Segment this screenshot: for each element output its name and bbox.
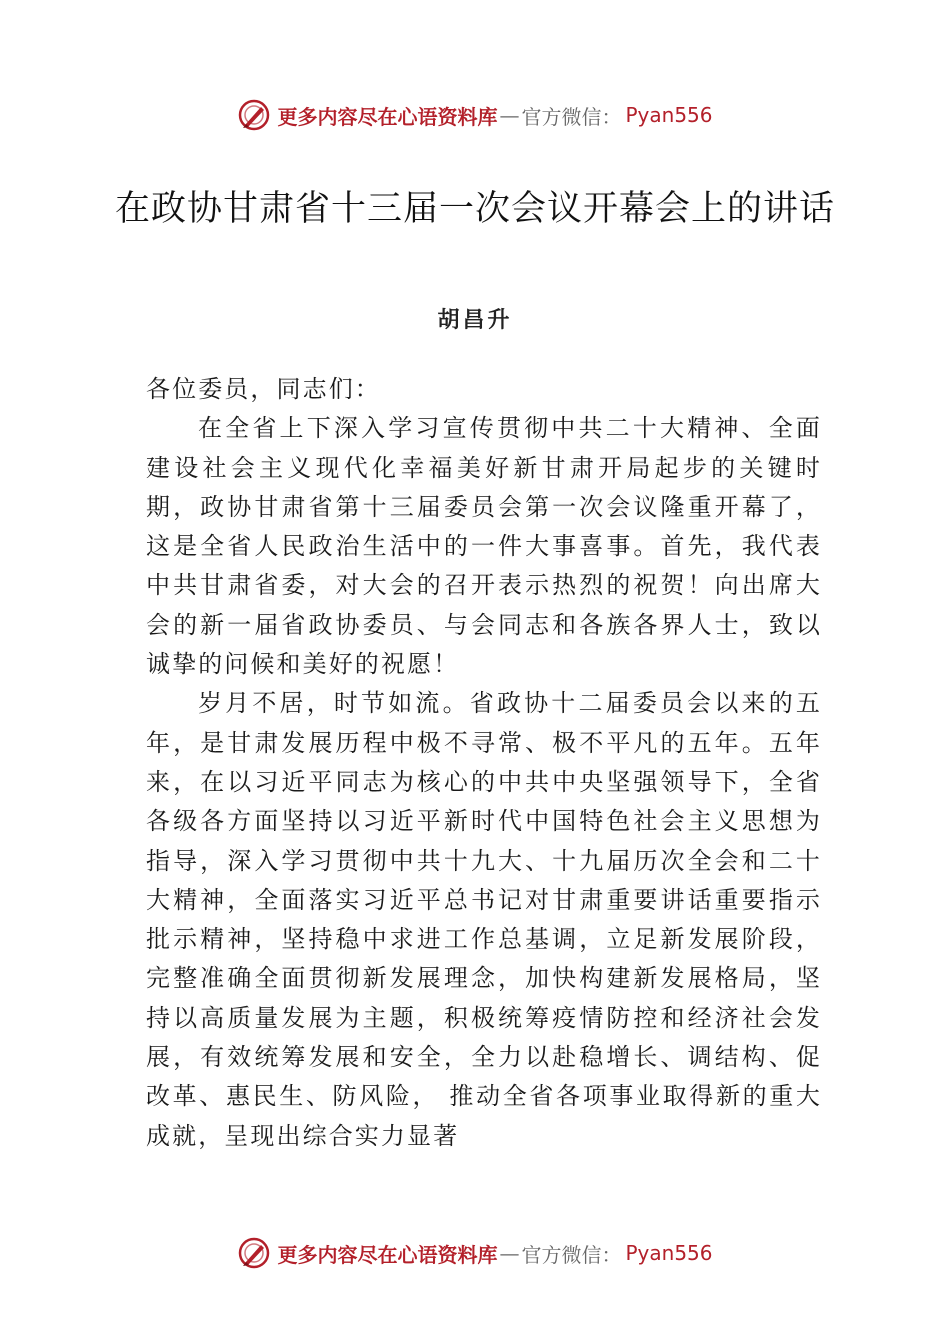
header-watermark xyxy=(0,95,950,135)
watermark-text xyxy=(277,101,712,130)
watermark-dash: — xyxy=(499,1241,520,1265)
pen-seal-logo-icon xyxy=(237,98,271,132)
watermark-slogan: 更多内容尽在心语资料库 xyxy=(277,104,498,129)
watermark-wechat-label: 官方微信： xyxy=(521,104,622,129)
paragraph-1: 在全省上下深入学习宣传贯彻中共二十大精神、全面建设社会主义现代化幸福美好新甘肃开局起步的关键时期，政协甘肃省第十三届委员会第一次会议隆重开幕了，这是全省人民政治生活中的一件大事喜事。首先，我代表中共甘肃省委，对大会的召开表示热烈的祝贺！向出席大会的新一届省政协委员、与会同志和各族各界人士，致以诚挚的问候和美好的祝愿！ xyxy=(146,414,822,679)
footer-watermark xyxy=(0,1233,950,1273)
document-title: 在政协甘肃省十三届一次会议开幕会上的讲话 xyxy=(114,189,835,229)
watermark-text xyxy=(277,1239,712,1268)
document-body xyxy=(146,370,822,1156)
pen-seal-logo-icon xyxy=(237,1236,271,1270)
salutation: 各位委员，同志们： xyxy=(146,375,381,403)
watermark-dash: — xyxy=(499,103,520,127)
watermark-wechat-id: Pyan556 xyxy=(625,1241,713,1265)
document-author: 胡昌升 xyxy=(437,307,513,333)
watermark-slogan: 更多内容尽在心语资料库 xyxy=(277,1242,498,1267)
watermark-wechat-label: 官方微信： xyxy=(521,1242,622,1267)
paragraph-2: 岁月不居，时节如流。省政协十二届委员会以来的五年，是甘肃发展历程中极不寻常、极不平凡的五年。五年来，在以习近平同志为核心的中共中央坚强领导下，全省各级各方面坚持以习近平新时代中国特色社会主义思想为指导，深入学习贯彻中共十九大、十九届历次全会和二十大精神，全面落实习近平总书记对甘肃重要讲话重要指示批示精神，坚持稳中求进工作总基调，立足新发展阶段，完整准确全面贯彻新发展理念，加快构建新发展格局，坚持以高质量发展为主题，积极统筹疫情防控和经济社会发展，有效统筹发展和安全，全力以赴稳增长、调结构、促改革、惠民生、防风险， 推动全省各项事业取得新的重大成就，呈现出综合实力显著 xyxy=(146,689,822,1150)
watermark-wechat-id: Pyan556 xyxy=(625,103,713,127)
